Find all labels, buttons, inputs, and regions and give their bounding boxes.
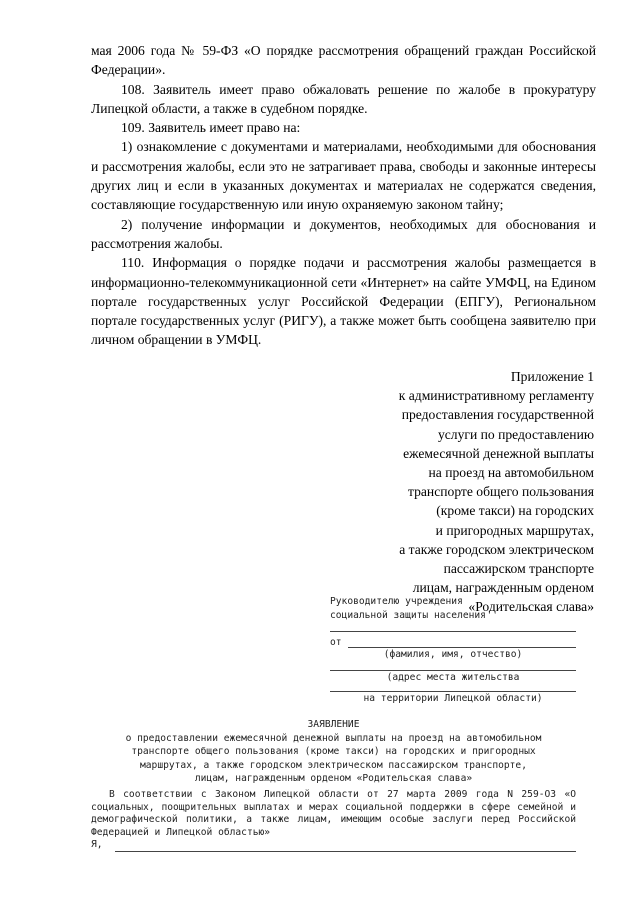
application-title: ЗАЯВЛЕНИЕ [307,719,360,730]
application-subtitle-line: о предоставлении ежемесячной денежной выплаты на проезд на автомобильном [125,732,542,744]
territory-field[interactable] [330,684,576,692]
paragraph-109-item-2: 2) получение информации и документов, необходимых для обоснования и рассмотрения жалобы. [91,216,596,251]
appendix-line: (кроме такси) на городских [436,503,594,519]
addressee-underline [330,623,576,632]
appendix-line: лицам, награжденным орденом [412,580,594,596]
regulation-text [91,41,596,350]
application-body [91,789,576,852]
addressee-line-2: социальной защиты населения [330,610,486,621]
appendix-line: ежемесячной денежной выплаты [403,445,594,461]
application-subtitle-line: маршрутах, а также городском электрическом пассажирском транспорте, [140,759,527,771]
name-caption: (фамилия, имя, отчество) [383,649,523,660]
application-subtitle-line: транспорте общего пользования (кроме такси) на городских и пригородных [131,746,536,757]
applicant-name-row [91,839,576,852]
addressee-line-1: Руководителю учреждения [330,596,463,607]
applicant-name-field[interactable] [115,842,576,852]
addressee-block [330,595,576,705]
appendix-line: к административному регламенту [398,388,594,404]
appendix-line: предоставления государственной [401,407,594,423]
i-label: Я, [91,839,103,851]
paragraph-110: 110. Информация о порядке подачи и рассмотрения жалобы размещается в информационно-телекоммуникационной сети «Интернет» на сайте УМФЦ, на Едином портале государственных услуг Российской Федерации (ЕПГУ), Региональном портале государственных услуг (РИГУ), а также может быть сообщена заявителю при личном обращении в УМФЦ. [91,255,596,348]
paragraph-108: 108. Заявитель имеет право обжаловать решение по жалобе в прокуратуру Липецкой области, а также в судебном порядке. [91,81,596,116]
from-label: от [330,637,342,648]
address-field[interactable] [330,661,576,671]
address-caption: (адрес места жительства [386,672,520,683]
paragraph-109-item-1: 1) ознакомление с документами и материалами, необходимыми для обоснования и рассмотрения жалобы, если это не затрагивает права, свободы и законные интересы других лиц и если в указанных документах и материалах не содержатся сведения, составляющие государственную или иную охраняемую законом тайну; [91,139,596,213]
application-body-text: В соответствии с Законом Липецкой области от 27 марта 2009 года N 259-ОЗ «О социальных, поощрительных выплатах и мерах социальной поддержки в сфере семейной и демографической политики, а также лицам, имеющим особые заслуги перед Российской Федерацией и Липецкой областью» [91,789,576,838]
appendix-line: «Родительская слава» [468,599,594,615]
appendix-line: транспорте общего пользования [408,484,594,500]
appendix-line: на проезд на автомобильном [428,465,594,481]
paragraph-continuation: мая 2006 года № 59-ФЗ «О порядке рассмотрения обращений граждан Российской Федерации». [91,43,596,78]
appendix-line: услуги по предоставлению [437,426,594,442]
appendix-header [294,367,594,617]
appendix-line: а также городском электрическом [399,541,594,557]
application-subtitle-line: лицам, награжденным орденом «Родительская слава» [194,773,473,784]
from-row [330,634,576,648]
appendix-line: пассажирском транспорте [443,561,594,577]
appendix-line: Приложение 1 [510,369,594,384]
from-name-field[interactable] [348,637,576,648]
territory-caption: на территории Липецкой области) [363,693,543,704]
application-title-block [91,718,576,786]
appendix-line: и пригородных маршрутах, [435,522,594,538]
paragraph-109: 109. Заявитель имеет право на: [121,120,301,136]
